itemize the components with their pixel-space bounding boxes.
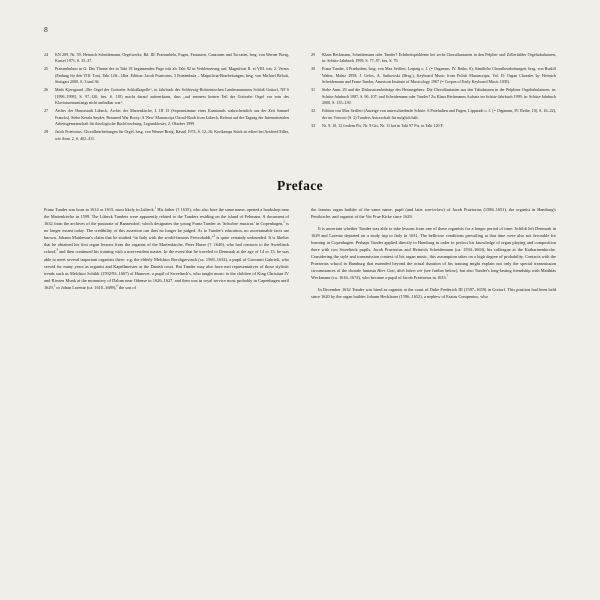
footnote-number: 30 xyxy=(311,66,316,72)
footnote-number: 29 xyxy=(311,51,316,57)
preface-column-left xyxy=(44,206,289,304)
footnote-item xyxy=(44,87,289,105)
footnote-item xyxy=(311,66,556,84)
footnote-text: KN 209, Nr. 59; Heinrich Scheidemann, Orgelwerke, Bd. III: Praeambeln, Fugen, Fantasien, Canzonen und Toccaten, hrsg. von Werner Breig, Kassel 1971, S. 35–37. xyxy=(55,51,289,63)
footnote-text: Klaus Beckmann, Scheidemann oder Tunder? Echtheitsprobleme bei sechs Choralfantasien in den Pelplin- und Zöllerfülder Orgeltabulaturen, in: Schütz-Jahrbuch 1999, S. 77–97, bes. S. 79. xyxy=(322,51,556,63)
footnote-text: Mads Kjersgaard „Die Orgel der Gottorfer Schloßkapelle“, in Jahrbuch des Schleswig-Holsteinischen Landesmuseums Schloß Gottorf, NF 6 [1996–1998], S. 97–120, bes. S. 118) macht darauf aufmerksam, dass „auf meinem keinen Teil der Gottorfer Orgel vor sein des Klaviaturenumfangs nicht anfindbar war“. xyxy=(55,87,289,105)
footnote-text: Jacob Praetorius, Choralbearbeitungen für Orgel, hrsg. von Werner Breig, Kassel 1974, S. 12–16; Kortkamps Stück ist ediert bei Arnfried Edler, wie Anm. 2, S. 402–411. xyxy=(55,129,289,141)
page-number: 8 xyxy=(44,25,48,34)
footnote-text: Nr. 9, 10, 12 fordern Fis; Nr. 8 Gis, Nr. 11 hat in Takt 97 Fis, in Takt 120 F. xyxy=(322,123,444,129)
footnote-text: Archiv der Hansestadt Lübeck, Archiv der Marienkirche, I, III 13 (Sopranstimme eines Kantionals wahrscheinlich aus der Zeit Samuel Francks). Siehe Kerala Snyder, Returned War Booty: A 'New' Manuscript Choral-Book from Lübeck, Referat auf der Tagung der Internationalen Arbeitsgemeinschaft für theologische Buchforschung, Lagumkloster, 2. Oktober 1999. xyxy=(55,108,289,126)
footnote-number: 32 xyxy=(311,108,316,114)
footnotes-section xyxy=(34,52,566,145)
paragraph: In December 1632 Tunder was hired as organist at the court of Duke Frederick III (1597–1659) in Gottorf. This position had been held since 1620 by the organ builder Johann Hecklauer (1596–1652), a nephew of Esaias Compenius, who xyxy=(311,286,556,299)
footnote-number: 31 xyxy=(311,87,316,93)
footnote-number: 25 xyxy=(44,66,49,72)
paragraph: Franz Tunder was born in 1614 or 1615, most likely in Lübeck.$^1$ His father († 1635), who also bore the same name, opened a bookshop near the Marienkirche in 1599. The Lübeck Tunders were apparently related to the Tunders residing on the island of Fehmarn. A document of 1632 from the archives of the pastorate of Bannesdorf, which designates the young Franz Tunder as 'Scholare musicus' in Copenhagen,$^2$ is no longer extant today. The credibility of this assertion can thus no longer be judged. As to Tunder's education, no ascertainable facts are known. Johann Mattheson's claim that he studied “in Italy with the world-famous Frescobaldi,”$^3$ is quite certainly unfounded. It is likelier that he obtained his first organ lessons from the organist of the Marienkirche, Peter Hasse († 1640), who had contacts to the Sweelinck school,$^4$ and then continued his training with a non-resident master. In the event that he traveled to Denmark at the age of 14 or 15, he was able to meet several important organists there: e.g. the elderly Melchior Borchgrevinck (ca. 1569–1632), a pupil of Giovanni Gabrieli, who served for many years as organist and Kapellmeister at the Danish court. But Tunder may also have met representatives of those stylistic trends such as Melchior Schildt (1592/93–1667) of Hanover, a pupil of Sweelinck's, who taught music to the children of King Christian IV and Kirsten Munk at the monastery of Dalum near Odense in 1626–1627, and then was in royal service most probably in Copenhagen until 1629,$^5$ or Johan Lorentz (ca. 1610–1689),$^6$ the son of xyxy=(44,205,290,290)
footnote-number: 26 xyxy=(44,87,49,93)
footnote-item xyxy=(311,123,556,129)
paragraph: It is uncertain whether Tunder was able to take lessons from one of these organists for a longer period of time: Schildt left Denmark in 1629 and Lorentz departed on a study trip to Italy in 1631. The bellicose conditions prevailing at that time were also not favorable for learning in Copenhagen. Perhaps Tunder applied directly to Hamburg in order to perfect his knowledge of organ playing and composition there with two Sweelinck pupils, Jacob Praetorius and Heinrich Scheidemann (ca. 1594–1663), his colleague at the Katharinenkirche. Considering the style and transmission context of his organ music, this assumption takes on a high degree of probability. Contacts with the Praetorius school in Hamburg that extended beyond the actual duration of his training might explain not only the special transmission circumstances of the chorale fantasia Herr Gott, dich loben wir (see further below), but also Tunder's long-lasting friendship with Matthias Weckmann (ca. 1616–1674), who became a pupil of Jacob Praetorius in 1633.$^7$ xyxy=(311,225,556,281)
footnote-item xyxy=(311,108,556,120)
footnote-item xyxy=(44,108,289,126)
footnote-number: 27 xyxy=(44,108,49,114)
footnote-item xyxy=(311,52,556,64)
footnote-text: Franz Tunder, 4 Praeludien, hrsg. von Max Seiffert, Leipzig o. J. (= Organum, IV. Reihe, 6); Sämtliche Choralbearbeitungen, hrsg. von Rudolf Walter, Mainz 1958; J. Gefos, A. Sutkowski (Hrsg.), Keyboard Music from Polish Manuscripts, Vol. II: Organ Chorales by Heinrich Scheidemann and Franz Tunder, American Institute of Musicology 1967 (= Corpus of Early Keyboard Music 10/II). xyxy=(322,66,556,84)
preface-body xyxy=(34,206,566,304)
footnotes-column-right xyxy=(311,52,556,145)
footnote-text: Siehe Anm. 29 und die Diskussionsbeiträge des Herausgebers: Die Choralfantasien aus den Tabulaturen in der Pelpliner Orgeltabulaturen, in: Schütz-Jahrbuch 1987, S. 90–107; und Scheidemann oder Tunder? Zu Klaus Beckmanns Aufsatz im Schütz-Jahrbuch 1999, in: Schütz-Jahrbuch 2000, S. 135–139. xyxy=(322,87,556,105)
footnote-number: 28 xyxy=(44,129,49,135)
footnotes-column-left xyxy=(44,52,289,145)
footnote-text: Praeambulum in G: Das Thema der in Takt 18 beginnenden Fuge tritt als Takt 82 in Verkleinerung auf; Magnificat II. et VIII. ton, 2. Versus (Endung für den VIII. Ton), Takt 12ff.–14ba. Edition: Jacob Praetorius, 3 Praeambula – Magnificat-Bearbeitungen, hrsg. von Michael Belotti, Stuttgart 2000, S. 3 und 36. xyxy=(55,66,289,84)
footnote-number: 33 xyxy=(311,123,316,129)
footnote-item xyxy=(311,87,556,105)
footnote-number: 24 xyxy=(44,51,49,57)
footnote-item xyxy=(44,129,289,141)
footnote-text: Edition von Max Seiffert (Anzeige von unterschiedende Schule. 6 Praeludien und Fugen, Lippstadt o. J. [= Organum, IV. Reihe, 10], S. 16–22), der im Vorwort (S. 2) Tunders Autorschaft für möglich hält. xyxy=(322,108,556,120)
page-title: Preface xyxy=(276,178,324,194)
preface-column-right xyxy=(311,206,556,304)
paragraph: the famous organ builder of the same name, pupil (and later son-in-law) of Jacob Praetorius (1586–1651), the organist in Hamburg's Petrikirche, and organist of the Vor Frue Kirke since 1629. xyxy=(311,207,556,220)
footnote-item xyxy=(44,52,289,64)
footnote-item xyxy=(44,66,289,84)
